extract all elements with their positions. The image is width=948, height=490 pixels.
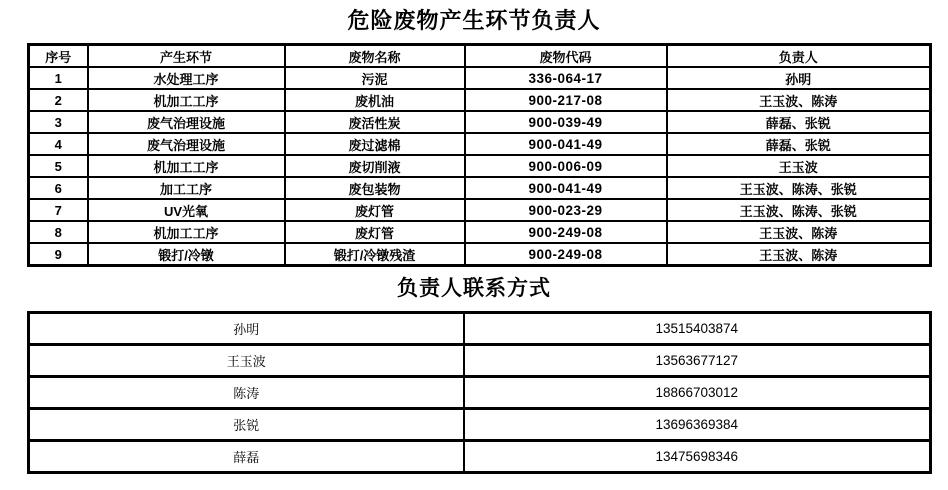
cell-phone-number: 13515403874 <box>464 313 931 345</box>
cell-waste-code: 900-006-09 <box>465 155 667 177</box>
cell-seq: 2 <box>29 89 88 111</box>
cell-seq: 5 <box>29 155 88 177</box>
cell-waste-name: 废包装物 <box>285 177 465 199</box>
cell-person-name: 孙明 <box>29 313 464 345</box>
cell-waste-name: 废活性炭 <box>285 111 465 133</box>
cell-responsible: 王玉波、陈涛、张锐 <box>667 177 931 199</box>
cell-seq: 6 <box>29 177 88 199</box>
cell-responsible: 王玉波、陈涛、张锐 <box>667 199 931 221</box>
cell-seq: 3 <box>29 111 88 133</box>
cell-seq: 8 <box>29 221 88 243</box>
cell-process: 机加工工序 <box>88 89 285 111</box>
header-waste-code: 废物代码 <box>465 45 667 68</box>
cell-seq: 4 <box>29 133 88 155</box>
cell-phone-number: 18866703012 <box>464 377 931 409</box>
cell-responsible: 孙明 <box>667 67 931 89</box>
contact-row <box>29 441 931 473</box>
cell-phone-number: 13475698346 <box>464 441 931 473</box>
cell-seq: 1 <box>29 67 88 89</box>
contact-table <box>27 311 932 474</box>
cell-waste-code: 900-249-08 <box>465 221 667 243</box>
cell-phone-number: 13696369384 <box>464 409 931 441</box>
cell-process: UV光氧 <box>88 199 285 221</box>
cell-person-name: 薛磊 <box>29 441 464 473</box>
cell-waste-code: 900-249-08 <box>465 243 667 266</box>
cell-process: 加工工序 <box>88 177 285 199</box>
cell-process: 机加工工序 <box>88 155 285 177</box>
table-row <box>29 221 931 243</box>
cell-responsible: 王玉波 <box>667 155 931 177</box>
cell-responsible: 薛磊、张锐 <box>667 133 931 155</box>
cell-waste-code: 900-217-08 <box>465 89 667 111</box>
cell-responsible: 王玉波、陈涛 <box>667 243 931 266</box>
table-row <box>29 111 931 133</box>
cell-person-name: 王玉波 <box>29 345 464 377</box>
cell-waste-code: 900-039-49 <box>465 111 667 133</box>
cell-waste-name: 废过滤棉 <box>285 133 465 155</box>
cell-process: 废气治理设施 <box>88 133 285 155</box>
cell-seq: 7 <box>29 199 88 221</box>
cell-waste-name: 废灯管 <box>285 199 465 221</box>
header-responsible: 负责人 <box>667 45 931 68</box>
cell-waste-name: 废灯管 <box>285 221 465 243</box>
cell-process: 机加工工序 <box>88 221 285 243</box>
table-row <box>29 177 931 199</box>
cell-waste-code: 900-041-49 <box>465 177 667 199</box>
cell-process: 水处理工序 <box>88 67 285 89</box>
table-row <box>29 243 931 266</box>
waste-table-header-row <box>29 45 931 68</box>
hazardous-waste-table <box>27 43 932 267</box>
cell-waste-name: 废机油 <box>285 89 465 111</box>
cell-waste-code: 900-023-29 <box>465 199 667 221</box>
header-process: 产生环节 <box>88 45 285 68</box>
cell-process: 废气治理设施 <box>88 111 285 133</box>
cell-waste-name: 污泥 <box>285 67 465 89</box>
cell-waste-code: 336-064-17 <box>465 67 667 89</box>
header-seq: 序号 <box>29 45 88 68</box>
header-waste-name: 废物名称 <box>285 45 465 68</box>
cell-waste-name: 锻打/冷镦残渣 <box>285 243 465 266</box>
contact-row <box>29 377 931 409</box>
cell-waste-code: 900-041-49 <box>465 133 667 155</box>
table-row <box>29 155 931 177</box>
cell-seq: 9 <box>29 243 88 266</box>
table-row <box>29 133 931 155</box>
waste-table-title: 危险废物产生环节负责人 <box>347 8 601 33</box>
contact-row <box>29 345 931 377</box>
contact-row <box>29 313 931 345</box>
table-row <box>29 67 931 89</box>
table-row <box>29 199 931 221</box>
cell-responsible: 王玉波、陈涛 <box>667 221 931 243</box>
table-row <box>29 89 931 111</box>
cell-process: 锻打/冷镦 <box>88 243 285 266</box>
cell-person-name: 陈涛 <box>29 377 464 409</box>
cell-waste-name: 废切削液 <box>285 155 465 177</box>
cell-phone-number: 13563677127 <box>464 345 931 377</box>
cell-person-name: 张锐 <box>29 409 464 441</box>
cell-responsible: 薛磊、张锐 <box>667 111 931 133</box>
cell-responsible: 王玉波、陈涛 <box>667 89 931 111</box>
contact-table-title: 负责人联系方式 <box>397 277 551 300</box>
contact-row <box>29 409 931 441</box>
